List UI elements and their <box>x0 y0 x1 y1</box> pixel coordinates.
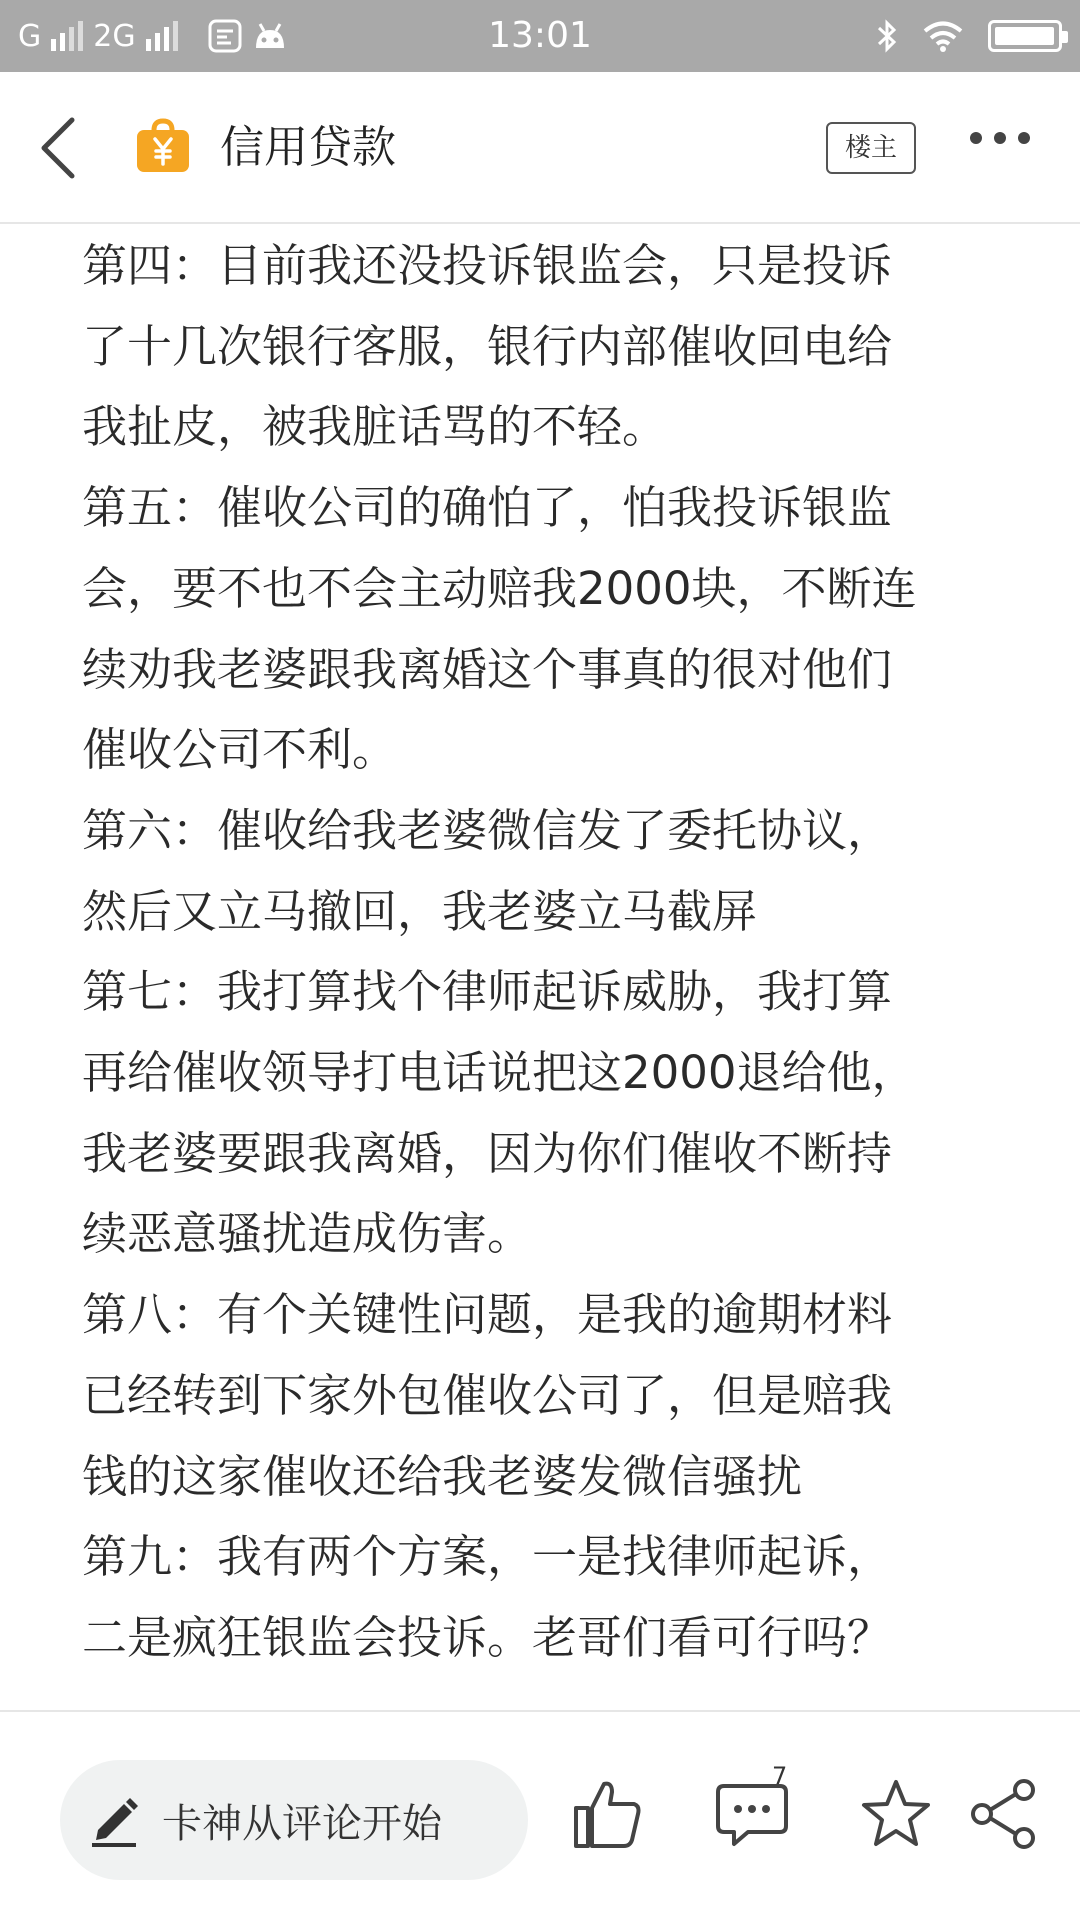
status-right <box>876 0 1062 72</box>
post-line: 第六：催收给我老婆微信发了委托协议， <box>82 803 893 857</box>
post-line: 二是疯狂银监会投诉。老哥们看可行吗？ <box>82 1610 893 1664</box>
post-line: 已经转到下家外包催收公司了，但是赔我 <box>82 1368 893 1422</box>
top-nav-bar <box>0 72 1080 224</box>
post-line: 钱的这家催收还给我老婆发微信骚扰 <box>82 1449 803 1503</box>
network-type-2: 2G <box>93 18 136 54</box>
post-line: 我扯皮，被我脏话骂的不轻。 <box>82 400 668 454</box>
post-body <box>82 226 1002 1679</box>
post-line: 第五：催收公司的确怕了，怕我投诉银监 <box>82 481 893 535</box>
post-line: 第四：目前我还没投诉银监会，只是投诉 <box>82 239 893 292</box>
wifi-icon <box>922 20 964 52</box>
bottom-action-bar <box>0 1710 1080 1920</box>
comment-placeholder: 卡神从评论开始 <box>162 1800 442 1847</box>
comment-count-badge: 7 <box>772 1762 788 1790</box>
more-dot-icon <box>994 132 1006 144</box>
back-button[interactable] <box>30 112 90 184</box>
more-menu-button[interactable] <box>970 132 1030 144</box>
share-button[interactable] <box>966 1776 1042 1852</box>
more-dot-icon <box>970 132 982 144</box>
clock: 13:01 <box>488 15 592 56</box>
network-type-1: G <box>18 18 42 54</box>
post-line: 了十几次银行客服，银行内部催收回电给 <box>82 319 893 373</box>
bluetooth-icon <box>876 18 898 54</box>
like-button[interactable] <box>570 1776 646 1852</box>
battery-icon <box>988 20 1062 52</box>
post-line: 我老婆要跟我离婚，因为你们催收不断持 <box>82 1126 893 1180</box>
status-bar <box>0 0 1080 72</box>
post-line: 再给催收领导打电话说把这2000退给他， <box>82 1046 917 1100</box>
post-line: 续劝我老婆跟我离婚这个事真的很对他们 <box>82 642 893 696</box>
more-dot-icon <box>1018 132 1030 144</box>
credit-loan-bag-icon <box>136 118 190 174</box>
post-line: 第七：我打算找个律师起诉威胁，我打算 <box>82 965 893 1019</box>
post-line: 第八：有个关键性问题，是我的逾期材料 <box>82 1288 893 1342</box>
comment-input[interactable] <box>60 1760 528 1880</box>
post-line: 催收公司不利。 <box>82 723 398 777</box>
page-title: 信用贷款 <box>220 122 396 173</box>
post-line: 然后又立马撤回，我老婆立马截屏 <box>82 884 758 938</box>
post-line: 续恶意骚扰造成伤害。 <box>82 1207 533 1261</box>
post-line: 第九：我有两个方案，一是找律师起诉， <box>82 1530 893 1584</box>
favorite-star-button[interactable] <box>858 1776 934 1852</box>
post-line: 会，要不也不会主动赔我2000块，不断连 <box>82 561 917 615</box>
pencil-icon <box>86 1790 146 1850</box>
owner-only-button[interactable]: 楼主 <box>826 122 916 174</box>
